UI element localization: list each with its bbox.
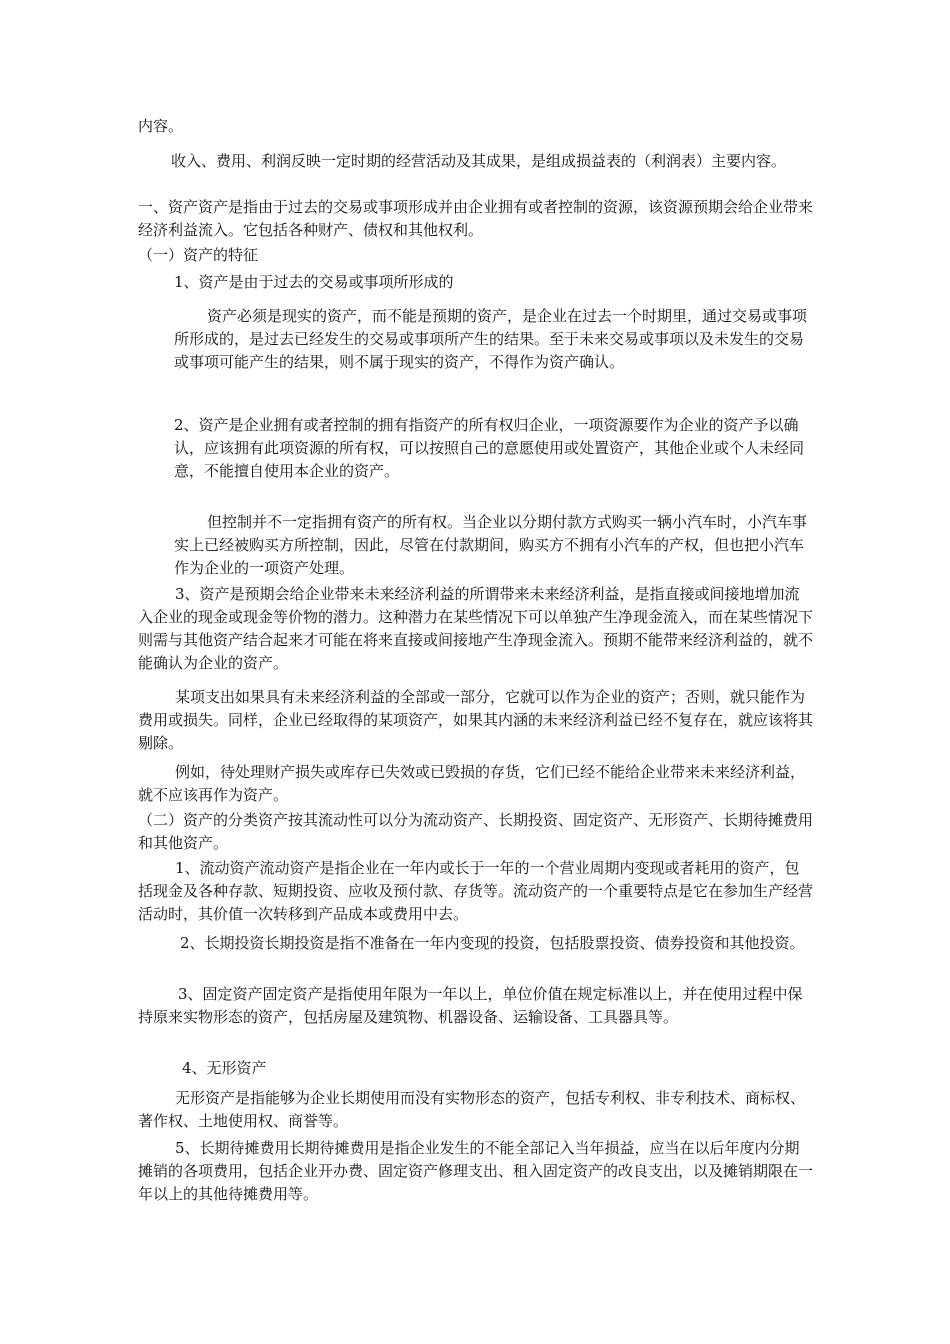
item-heading-1: 1、资产是由于过去的交易或事项所形成的 <box>174 273 454 291</box>
paragraph-item-3: 3、资产是预期会给企业带来未来经济利益的所谓带来未来经济利益，是指直接或间接地增加流入企业的现金或现金等价物的潜力。这种潜力在某些情况下可以单独产生净现金流入，而在某些情况下则需与其他资产结合起来才可能在将来直接或间接地产生净现金流入。预期不能带来经济利益的，就不能确认为企业的资产。 <box>138 585 814 672</box>
paragraph-fixed-assets: 3、固定资产固定资产是指使用年限为一年以上，单位价值在规定标准以上，并在使用过程中保持原来实物形态的资产，包括房屋及建筑物、机器设备、运输设备、工具器具等。 <box>138 985 803 1026</box>
paragraph-current-assets: 1、流动资产流动资产是指企业在一年内或长于一年的一个营业周期内变现或者耗用的资产，包括现金及各种存款、短期投资、应收及预付款、存货等。流动资产的一个重要特点是它在参加生产经营活动时，其价值一次转移到产品成本或费用中去。 <box>138 859 814 923</box>
paragraph-control: 但控制并不一定指拥有资产的所有权。当企业以分期付款方式购买一辆小汽车时，小汽车事实上已经被购买方所控制，因此，尽管在付款期间，购买方不拥有小汽车的产权，但也把小汽车作为企业的一项资产处理。 <box>174 513 808 577</box>
paragraph-real-assets: 资产必须是现实的资产，而不能是预期的资产，是企业在过去一个时期里，通过交易或事项所形成的，是过去已经发生的交易或事项所产生的结果。至于未来交易或事项以及未发生的交易或事项可能产生的结果，则不属于现实的资产，不得作为资产确认。 <box>174 307 808 371</box>
paragraph-intangible-assets: 无形资产是指能够为企业长期使用而没有实物形态的资产，包括专利权、非专利技术、商标权、著作权、土地使用权、商誉等。 <box>138 1089 806 1130</box>
paragraph-expenditure: 某项支出如果具有未来经济利益的全部或一部分，它就可以作为企业的资产；否则，就只能作为费用或损失。同样，企业已经取得的某项资产，如果其内涵的未来经济利益已经不复存在，就应该将其剔除。 <box>138 688 814 752</box>
section-heading-assets: 一、资产资产是指由于过去的交易或事项形成并由企业拥有或者控制的资源，该资源预期会给企业带来经济利益流入。它包括各种财产、债权和其他权利。 <box>138 198 814 239</box>
subsection-heading-classification: （二）资产的分类资产按其流动性可以分为流动资产、长期投资、固定资产、无形资产、长期待摊费用和其他资产。 <box>138 811 814 852</box>
item-heading-4: 4、无形资产 <box>182 1059 267 1077</box>
paragraph-example: 例如，待处理财产损失或库存已失效或已毁损的存货，它们已经不能给企业带来未来经济利益，就不应该再作为资产。 <box>138 763 806 804</box>
paragraph-long-term-deferred: 5、长期待摊费用长期待摊费用是指企业发生的不能全部记入当年损益，应当在以后年度内分期摊销的各项费用，包括企业开办费、固定资产修理支出、租入固定资产的改良支出，以及摊销期限在一年以上的其他待摊费用等。 <box>138 1139 814 1203</box>
paragraph-long-term-investment: 2、长期投资长期投资是指不准备在一年内变现的投资，包括股票投资、债券投资和其他投资。 <box>180 934 805 952</box>
paragraph-income-expense: 收入、费用、利润反映一定时期的经营活动及其成果，是组成损益表的（利润表）主要内容。 <box>171 152 787 170</box>
paragraph-continuation: 内容。 <box>138 117 184 135</box>
paragraph-item-2: 2、资产是企业拥有或者控制的拥有指资产的所有权归企业，一项资源要作为企业的资产予以确认，应该拥有此项资源的所有权，可以按照自己的意愿使用或处置资产，其他企业或个人未经同意，不能擅自使用本企业的资产。 <box>174 416 805 480</box>
subsection-heading-characteristics: （一）资产的特征 <box>138 246 259 264</box>
